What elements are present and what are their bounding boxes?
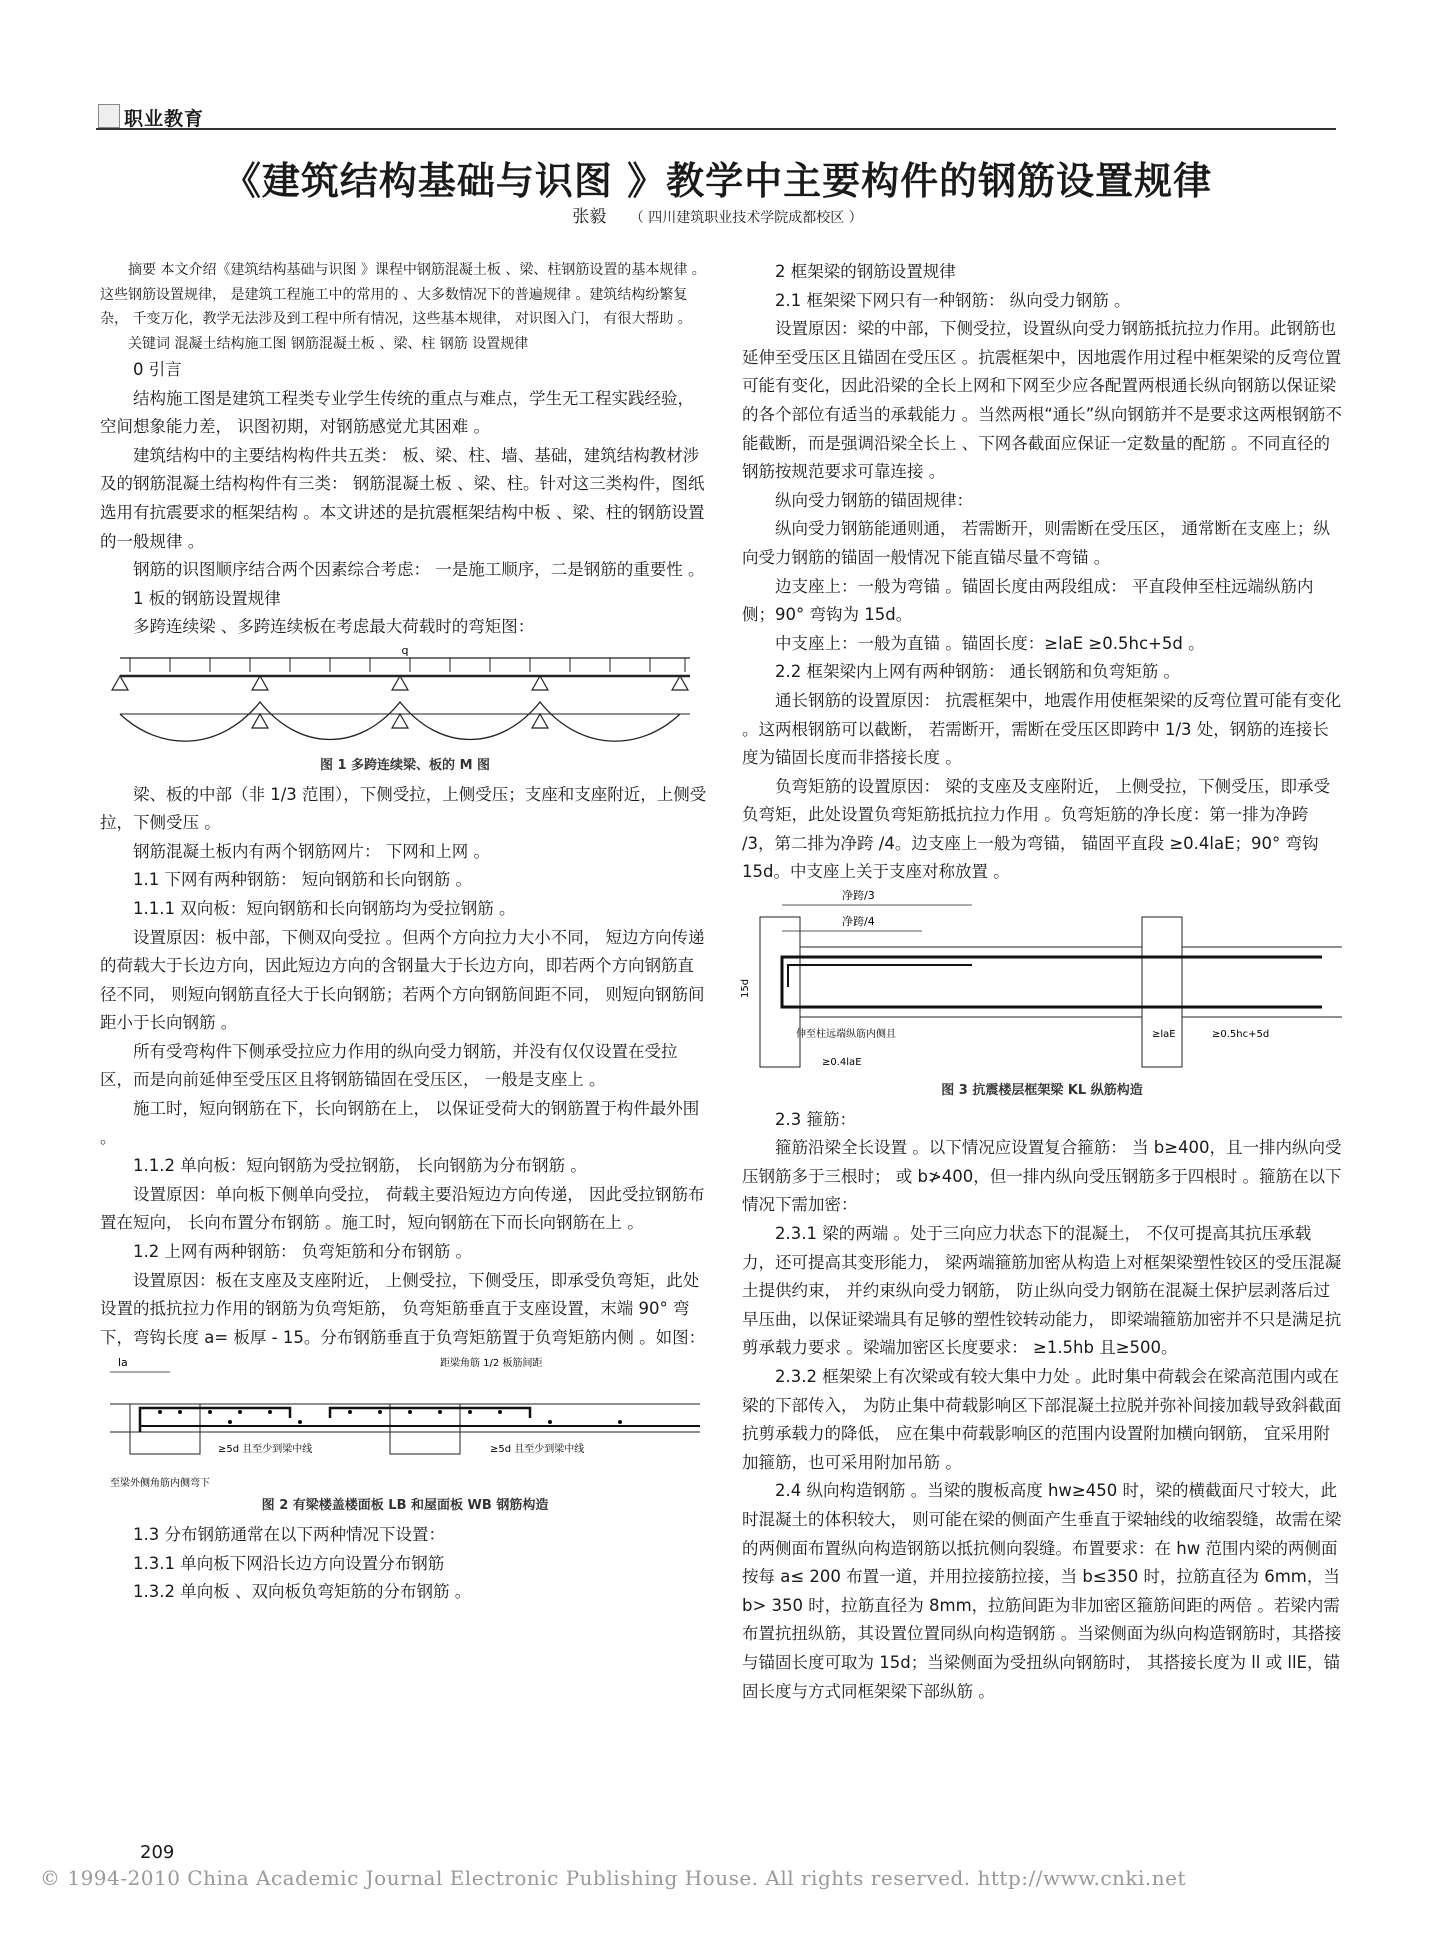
paragraph: 通长钢筋的设置原因： 抗震框架中，地震作用使框架梁的反弯位置可能有变化 。这两根钢筋可以截断， 若需断开，需断在受压区即跨中 1/3 处，钢筋的连接长度为锚固长度而非搭接长度 。 bbox=[742, 690, 1342, 768]
figure-3-beam-rebar bbox=[742, 887, 1342, 1077]
figure-1-moment-diagram bbox=[100, 642, 710, 752]
fig2-right-note: ≥5d 且至少到梁中线 bbox=[490, 1444, 585, 1456]
fig3-note-4: ≥0.5hc+5d bbox=[1212, 1029, 1270, 1041]
paragraph: 设置原因：板在支座及支座附近， 上侧受拉，下侧受压，即承受负弯矩，此处设置的抵抗拉力作用的钢筋为负弯矩筋， 负弯矩筋垂直于支座设置，末端 90° 弯下，弯钩长度 a= 板厚 - 15。分布钢筋垂直于负弯矩筋置于负弯矩筋内侧 。如图： bbox=[100, 1270, 706, 1347]
author-name: 张毅 bbox=[572, 207, 607, 227]
figure-2-slab-rebar bbox=[100, 1352, 710, 1492]
heading-1: 1 板的钢筋设置规律 bbox=[133, 588, 281, 608]
paragraph: 负弯矩筋的设置原因： 梁的支座及支座附近， 上侧受拉，下侧受压，即承受负弯矩，此处设置负弯矩筋抵抗拉力作用 。负弯矩筋的净长度：第一排为净跨 /3，第二排为净跨 /4。边支座上一般为弯锚， 锚固平直段 ≥0.4laE；90° 弯钩 15d。中支座上关于支座对称放置 。 bbox=[742, 776, 1330, 882]
heading-1-3-2: 1.3.2 单向板 、双向板负弯矩筋的分布钢筋 。 bbox=[133, 1582, 472, 1602]
paragraph: 2.4 纵向构造钢筋 。当梁的腹板高度 hw≥450 时，梁的横截面尺寸较大，此时混凝土的体积较大， 则可能在梁的侧面产生垂直于梁轴线的收缩裂缝，故需在梁的两侧面布置纵向构造钢筋以抵抗侧向裂缝。布置要求：在 hw 范围内梁的两侧面按每 a≤ 200 布置一道，并用拉接筋拉接，当 b≤350 时，拉筋直径为 6mm，当 b> 350 时，拉筋直径为 8mm，拉筋间距为非加密区箍筋间距的两倍 。若梁内需布置抗扭纵筋，其设置位置同纵向构造钢筋 。当梁侧面为纵向构造钢筋时，其搭接与锚固长度可取为 15d；当梁侧面为受扭纵向钢筋时， 其搭接长度为 ll 或 llE，锚固长度与方式同框架梁下部纵筋 。 bbox=[742, 1481, 1342, 1701]
paragraph: 2.3.1 梁的两端 。处于三向应力状态下的混凝土， 不仅可提高其抗压承载力，还可提高其变形能力， 梁两端箍筋加密从构造上对框架梁塑性铰区的受压混凝土提供约束， 并约束纵向受力钢筋， 防止纵向受力钢筋在混凝土保护层剥落后过早压曲，以保证梁端具有足够的塑性铰转动能力， 即梁端箍筋加密并不只是满足抗剪承载力要求 。梁端加密区长度要求： ≥1.5hb 且≥500。 bbox=[742, 1224, 1342, 1358]
paragraph: 结构施工图是建筑工程类专业学生传统的重点与难点，学生无工程实践经验，空间想象能力差， 识图初期，对钢筋感觉尤其困难 。 bbox=[100, 388, 694, 437]
fig3-note-1: 伸至柱远端纵筋内侧且 bbox=[796, 1029, 896, 1041]
fig2-top-note: 距梁角筋 1/2 板筋间距 bbox=[440, 1358, 543, 1370]
left-column bbox=[100, 258, 710, 1607]
paragraph: 多跨连续梁 、多跨连续板在考虑最大荷载时的弯矩图： bbox=[133, 617, 535, 637]
figure-3-caption: 图 3 抗震楼层框架梁 KL 纵筋构造 bbox=[941, 1083, 1143, 1099]
heading-2-1: 2.1 框架梁下网只有一种钢筋： 纵向受力钢筋 。 bbox=[775, 290, 1131, 310]
paragraph: 设置原因：梁的中部，下侧受拉，设置纵向受力钢筋抵抗拉力作用。此钢筋也延伸至受压区且锚固在受压区 。抗震框架中，因地震作用过程中框架梁的反弯位置可能有变化，因此沿梁的全长上网和下网至少应各配置两根通长纵向钢筋以保证梁的各个部位有适当的承载能力 。当然两根“通长”纵向钢筋并不是要求这两根钢筋不能截断，而是强调沿梁全长上 、下网各截面应保证一定数量的配筋 。不同直径的钢筋按规范要求可靠连接 。 bbox=[742, 319, 1342, 482]
paragraph: 箍筋沿梁全长设置 。以下情况应设置复合箍筋： 当 b≥400，且一排内纵向受压钢筋多于三根时； 或 b≯400，但一排内纵向受压钢筋多于四根时 。箍筋在以下情况下需加密： bbox=[742, 1138, 1342, 1215]
heading-1-1-2: 1.1.2 单向板：短向钢筋为受拉钢筋， 长向钢筋为分布钢筋 。 bbox=[133, 1156, 587, 1176]
heading-1-2: 1.2 上网有两种钢筋： 负弯矩筋和分布钢筋 。 bbox=[133, 1242, 472, 1262]
fig3-15d: 15d bbox=[740, 978, 751, 999]
heading-1-3: 1.3 分布钢筋通常在以下两种情况下设置： bbox=[133, 1525, 445, 1544]
article-title: 《建筑结构基础与识图 》教学中主要构件的钢筋设置规律 bbox=[222, 159, 1213, 203]
fig3-note-2: ≥0.4laE bbox=[822, 1057, 862, 1069]
paragraph: 2.3.2 框架梁上有次梁或有较大集中力处 。此时集中荷载会在梁高范围内或在梁的下部传入， 为防止集中荷载影响区下部混凝土拉脱并弥补间接加载导致斜截面抗剪承载力的降低， 应在集中荷载影响区的范围内设置附加横向钢筋， 宜采用附加箍筋，也可采用附加吊筋 。 bbox=[742, 1367, 1342, 1472]
heading-2-3: 2.3 箍筋： bbox=[775, 1109, 856, 1129]
paragraph: 纵向受力钢筋的锚固规律： bbox=[775, 490, 973, 510]
header-rule bbox=[96, 128, 1336, 130]
paragraph: 中支座上：一般为直锚 。锚固长度：≥laE ≥0.5hc+5d 。 bbox=[775, 633, 1205, 653]
paragraph: 所有受弯构件下侧承受拉应力作用的纵向受力钢筋，并没有仅仅设置在受拉区，而是向前延伸至受压区且将钢筋锚固在受压区， 一般是支座上 。 bbox=[100, 1041, 678, 1090]
author-line bbox=[0, 202, 1435, 227]
fig1-load-label: q bbox=[401, 643, 409, 657]
copyright-footer: © 1994-2010 China Academic Journal Electronic Publishing House. All rights reserved. http://www.cnki.net bbox=[40, 1866, 1187, 1890]
fig3-label-2: 净跨/4 bbox=[842, 915, 875, 929]
fig2-bottom-note: 至梁外侧角筋内侧弯下 bbox=[110, 1478, 210, 1490]
abstract: 摘要 本文介绍《建筑结构基础与识图 》课程中钢筋混凝土板 、梁、柱钢筋设置的基本规律 。这些钢筋设置规律， 是建筑工程施工中的常用的 、大多数情况下的普遍规律 。建筑结构纷繁复杂， 千变万化，教学无法涉及到工程中所有情况，这些基本规律， 对识图入门， 有很大帮助 。 bbox=[100, 262, 706, 327]
figure-1-caption: 图 1 多跨连续梁、板的 M 图 bbox=[319, 757, 491, 773]
heading-intro: 0 引言 bbox=[133, 360, 182, 379]
paragraph: 钢筋的识图顺序结合两个因素综合考虑： 一是施工顺序，二是钢筋的重要性 。 bbox=[133, 560, 705, 580]
keywords: 关键词 混凝土结构施工图 钢筋混凝土板 、梁、柱 钢筋 设置规律 bbox=[128, 335, 529, 352]
fig3-label-1: 净跨/3 bbox=[842, 889, 875, 903]
section-tag: 职业教育 bbox=[124, 108, 205, 130]
fig3-note-3: ≥laE bbox=[1152, 1029, 1176, 1041]
paragraph: 设置原因：板中部，下侧双向受拉 。但两个方向拉力大小不同， 短边方向传递的荷载大于长边方向，因此短边方向的含钢量大于长边方向，即若两个方向钢筋直径不同， 则短向钢筋直径大于长向钢筋；若两个方向钢筋间距不同， 则短向钢筋间距小于长向钢筋 。 bbox=[100, 927, 705, 1033]
heading-2: 2 框架梁的钢筋设置规律 bbox=[775, 262, 956, 281]
section-icon bbox=[98, 104, 120, 128]
author-affiliation: （ 四川建筑职业技术学院成都校区 ） bbox=[629, 210, 863, 226]
paragraph: 建筑结构中的主要结构构件共五类： 板、梁、柱、墙、基础，建筑结构教材涉及的钢筋混凝土结构构件有三类： 钢筋混凝土板 、梁、柱。针对这三类构件，图纸选用有抗震要求的框架结构 。本文讲述的是抗震框架结构中板 、梁、柱的钢筋设置的一般规律 。 bbox=[100, 445, 705, 551]
paragraph: 边支座上：一般为弯锚 。锚固长度由两段组成： 平直段伸至柱远端纵筋内侧；90° 弯钩为 15d。 bbox=[742, 576, 1314, 625]
fig2-left-note: ≥5d 且至少到梁中线 bbox=[218, 1444, 313, 1456]
heading-1-1-1: 1.1.1 双向板：短向钢筋和长向钢筋均为受拉钢筋 。 bbox=[133, 898, 516, 918]
paragraph: 梁、板的中部（非 1/3 范围），下侧受拉，上侧受压；支座和支座附近，上侧受拉，下侧受压 。 bbox=[100, 784, 707, 833]
paragraph: 纵向受力钢筋能通则通， 若需断开，则需断在受压区， 通常断在支座上；纵向受力钢筋的锚固一般情况下能直锚尽量不弯锚 。 bbox=[742, 519, 1330, 567]
heading-1-3-1: 1.3.1 单向板下网沿长边方向设置分布钢筋 bbox=[133, 1553, 445, 1573]
fig2-la-label: la bbox=[118, 1356, 128, 1370]
figure-2-caption: 图 2 有梁楼盖楼面板 LB 和屋面板 WB 钢筋构造 bbox=[261, 1498, 549, 1514]
paragraph: 设置原因：单向板下侧单向受拉， 荷载主要沿短边方向传递， 因此受拉钢筋布置在短向， 长向布置分布钢筋 。施工时，短向钢筋在下而长向钢筋在上 。 bbox=[100, 1184, 705, 1233]
page-number: 209 bbox=[140, 1842, 175, 1863]
heading-1-1: 1.1 下网有两种钢筋： 短向钢筋和长向钢筋 。 bbox=[133, 870, 472, 890]
paragraph: 施工时，短向钢筋在下，长向钢筋在上， 以保证受荷大的钢筋置于构件最外围 。 bbox=[100, 1099, 700, 1147]
heading-2-2: 2.2 框架梁内上网有两种钢筋： 通长钢筋和负弯矩筋 。 bbox=[775, 662, 1180, 682]
right-column bbox=[742, 258, 1342, 1706]
paragraph: 钢筋混凝土板内有两个钢筋网片： 下网和上网 。 bbox=[133, 841, 490, 861]
